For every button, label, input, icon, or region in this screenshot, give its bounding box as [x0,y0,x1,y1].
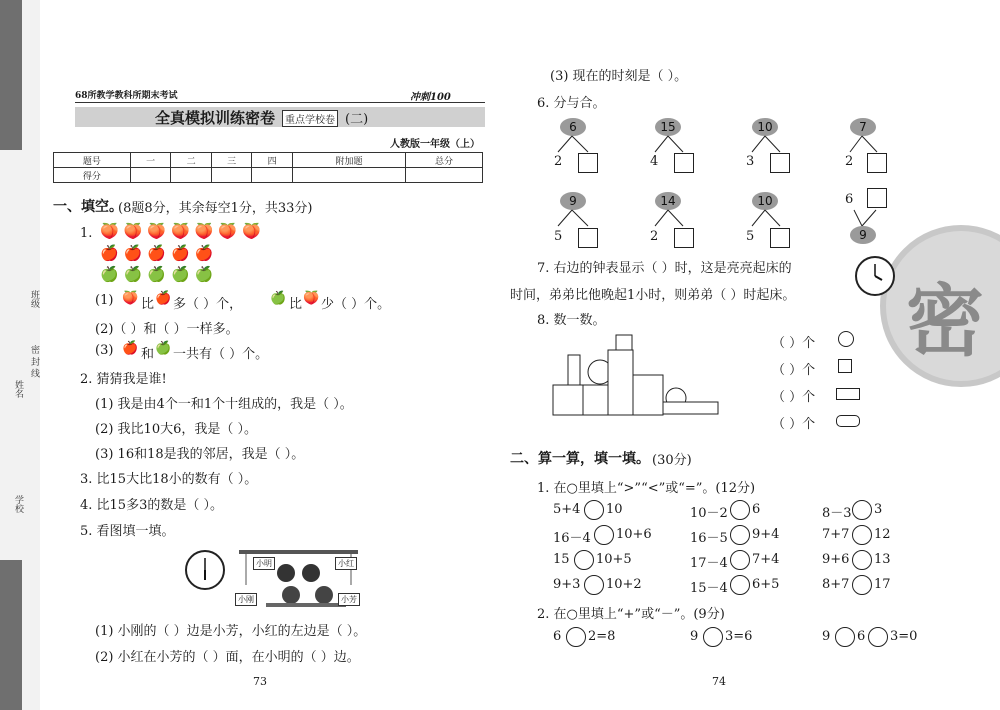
expr-right: 6+5 [752,577,780,592]
expr-left: 7+7 [822,527,850,542]
kid-label: 小红 [335,557,357,570]
expr-left: 9+3 [553,577,581,592]
bond-lines-inverted [848,208,888,228]
compare-circle[interactable] [730,575,750,595]
op-result: 3=0 [890,629,918,644]
pear-icon: 🍏 [155,341,172,356]
cylinder-icon [836,415,860,427]
compare-circle[interactable] [730,525,750,545]
q1-c-text1: 和 [141,347,155,362]
header-rule [75,102,485,103]
title-band [75,107,485,127]
expr-right: 13 [874,552,891,567]
score-header: 四 [252,153,292,168]
cube-icon [838,359,852,373]
seal-label: 密 封 线 [29,345,39,378]
score-cell[interactable] [252,168,292,183]
op-result: 3=6 [725,629,753,644]
op-number: 6 [553,629,562,644]
op-number: 9 [690,629,699,644]
expr-right: 9+4 [752,527,780,542]
section-2-note: (30分) [652,453,692,468]
page-number-left: 73 [253,675,267,688]
score-cell[interactable] [211,168,251,183]
cloud-number: 15 [655,118,681,136]
cloud-number: 6 [560,118,586,136]
q2-title: 2. 猜猜我是谁! [80,372,167,387]
score-cell[interactable] [292,168,405,183]
cloud-number: 9 [560,192,586,210]
cloud-number: 7 [850,118,876,136]
sphere-icon [838,331,854,347]
answer-box[interactable] [770,228,790,248]
op-number: 9 [822,629,831,644]
brand-label: 冲刺100 [410,92,451,103]
count-row-cylinder: （ ）个 [772,417,816,432]
apple-icon-row: 🍎🍎🍎🍎🍎 [100,244,219,262]
expr-left: 5+4 [553,502,581,517]
q1-number: 1. [80,226,93,241]
margin-shade-top [0,0,22,150]
kid-label: 小刚 [235,593,257,606]
q4: 4. 比15多3的数是（ ）。 [80,498,223,513]
answer-box[interactable] [867,188,887,208]
operator-circle[interactable] [566,627,586,647]
expr-right: 10+6 [616,527,652,542]
compare-circle[interactable] [730,500,750,520]
answer-box[interactable] [674,228,694,248]
q2-b: (2) 我比10大6，我是（ ）。 [95,422,257,437]
expr-right: 10 [606,502,623,517]
q1-c-text2: 一共有（ ）个。 [173,347,269,362]
expr-right: 12 [874,527,891,542]
bond-lines-bottom [540,208,800,228]
score-row-label: 得分 [54,168,131,183]
answer-box[interactable] [578,228,598,248]
seal-stamp: 密 [880,225,1000,387]
answer-box[interactable] [867,153,887,173]
compare-circle[interactable] [852,575,872,595]
compare-circle[interactable] [730,550,750,570]
q1-c-label: (3) [95,343,114,358]
bond-part: 2 [554,154,563,169]
pear-icon: 🍏 [270,291,287,306]
score-header: 二 [171,153,211,168]
q7-line2: 时间，弟弟比他晚起1小时，则弟弟（ ）时起床。 [510,288,796,303]
q1-b: (2)（ ）和（ ）一样多。 [95,322,239,337]
q7-line1: 7. 右边的钟表显示（ ）时，这是亮亮起床的 [537,261,792,276]
operator-circle[interactable] [868,627,888,647]
cloud-number: 10 [752,118,778,136]
q1-a-text2: 多（ ）个， [173,297,243,312]
op-number: 6 [857,629,866,644]
compare-circle[interactable] [574,550,594,570]
kid-label: 小明 [253,557,275,570]
score-header: 总分 [406,153,483,168]
compare-circle[interactable] [852,500,872,520]
name-label: 姓名 [13,380,23,398]
q8-title: 8. 数一数。 [537,313,606,328]
expr-right: 7+4 [752,552,780,567]
bond-part: 2 [845,154,854,169]
edition-label: 人教版一年级（上） [390,139,480,150]
score-cell[interactable] [130,168,170,183]
solids-picture [548,330,728,425]
expr-left: 10－2 [690,506,728,521]
count-row-cuboid: （ ）个 [772,390,816,405]
section-2-title: 二、算一算，填一填。 [510,451,650,467]
section-1-title: 一、填空。 [53,199,123,215]
paper-title: 全真模拟训练密卷 [155,109,276,127]
answer-box[interactable] [770,153,790,173]
margin-shade-bottom [0,560,22,710]
compare-circle[interactable] [852,550,872,570]
apple-icon: 🍎 [122,341,139,356]
q1-a-text1: 比 [141,297,155,312]
q1-a-text4: 少（ ）个。 [321,297,391,312]
bond-part: 3 [746,154,755,169]
clock-icon [855,256,895,296]
q1-a-label: (1) [95,293,114,308]
operator-instruction: 2. 在○里填上“+”或“－”。(9分) [537,607,725,622]
section-1-note: (8题8分，其余每空1分，共33分) [118,201,313,216]
score-cell[interactable] [406,168,483,183]
q4-c: (3) 现在的时刻是（ ）。 [550,69,688,84]
cloud-number: 9 [850,226,876,244]
expr-left: 8－3 [822,506,852,521]
kid-label: 小芳 [338,593,360,606]
count-row-cube: （ ）个 [772,363,816,378]
operator-circle[interactable] [835,627,855,647]
expr-left: 16－4 [553,531,591,546]
series-label: 68所教学教科所期末考试 [75,91,178,101]
bond-part: 2 [650,229,659,244]
expr-left: 16－5 [690,531,728,546]
bond-part: 4 [650,154,659,169]
expr-left: 15 [553,552,570,567]
bond-part: 6 [845,192,854,207]
page-number-right: 74 [712,675,726,688]
expr-right: 6 [752,502,761,517]
compare-circle[interactable] [584,500,604,520]
compare-circle[interactable] [594,525,614,545]
q5-b: (2) 小红在小芳的（ ）面，在小明的（ ）边。 [95,650,360,665]
bond-lines-top [540,134,900,154]
cuboid-icon [836,388,860,400]
q2-c: (3) 16和18是我的邻居，我是（ ）。 [95,447,305,462]
q5-a: (1) 小刚的（ ）边是小芳，小红的左边是（ ）。 [95,624,367,639]
q1-a-text3: 比 [289,297,303,312]
q3: 3. 比15大比18小的数有（ ）。 [80,472,258,487]
answer-box[interactable] [674,153,694,173]
score-table [53,152,483,183]
score-header: 附加题 [292,153,405,168]
bond-part: 5 [746,229,755,244]
clock-icon [185,550,225,590]
expr-right: 10+2 [606,577,642,592]
school-label: 学校 [13,495,23,513]
q5-title: 5. 看图填一填。 [80,524,175,539]
answer-box[interactable] [578,153,598,173]
operator-circle[interactable] [703,627,723,647]
count-row-sphere: （ ）个 [772,336,816,351]
score-header: 题号 [54,153,131,168]
expr-right: 17 [874,577,891,592]
expr-left: 17－4 [690,556,728,571]
compare-circle[interactable] [852,525,872,545]
op-result: 2=8 [588,629,616,644]
q6-title: 6. 分与合。 [537,96,606,111]
cloud-number: 10 [752,192,778,210]
compare-instruction: 1. 在○里填上“>”“<”或“=”。(12分) [537,481,756,496]
cloud-number: 14 [655,192,681,210]
expr-right: 10+5 [596,552,632,567]
q2-a: (1) 我是由4个一和1个十组成的，我是（ ）。 [95,397,353,412]
class-label: 班级 [29,290,39,308]
expr-left: 9+6 [822,552,850,567]
apple-icon: 🍎 [155,291,172,306]
peach-icon: 🍑 [122,291,139,306]
peach-icon: 🍑 [303,291,320,306]
score-cell[interactable] [171,168,211,183]
title-tag: 重点学校卷 [282,110,338,127]
expr-right: 3 [874,502,883,517]
pear-icon-row: 🍏🍏🍏🍏🍏 [100,265,219,283]
expr-left: 8+7 [822,577,850,592]
bond-part: 5 [554,229,563,244]
score-header: 三 [211,153,251,168]
title-suffix: (二) [345,112,369,127]
expr-left: 15－4 [690,581,728,596]
score-header: 一 [130,153,170,168]
peach-icon-row: 🍑🍑🍑🍑🍑🍑🍑 [100,222,266,240]
compare-circle[interactable] [584,575,604,595]
